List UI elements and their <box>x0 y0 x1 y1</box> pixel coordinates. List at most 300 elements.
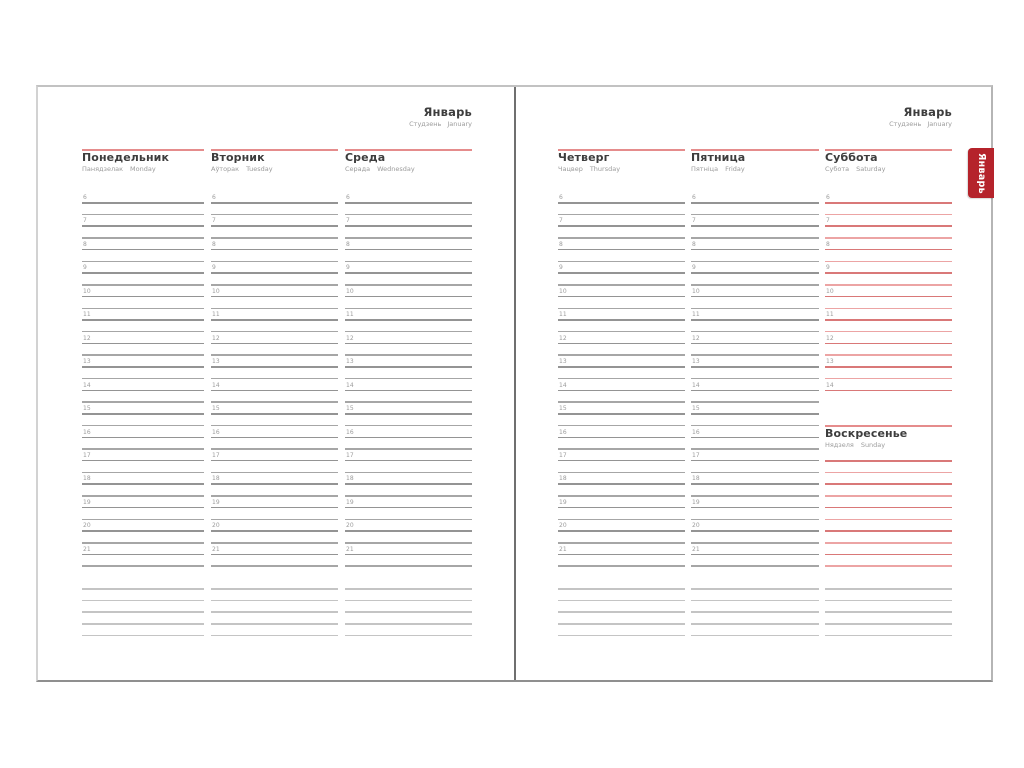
hour-line <box>211 366 338 368</box>
hour-line <box>82 507 204 509</box>
hour-line <box>211 296 338 298</box>
note-line <box>82 588 204 590</box>
half-hour-line <box>345 354 472 356</box>
hour-line <box>211 413 338 415</box>
hour-line <box>211 319 338 321</box>
hour-line <box>825 390 952 392</box>
half-hour-line <box>558 565 685 567</box>
note-line <box>345 600 472 602</box>
half-hour-line <box>345 472 472 474</box>
hour-line <box>691 249 819 251</box>
month-subtitle-by: Студзень <box>889 120 922 128</box>
hour-line <box>345 319 472 321</box>
hour-label: 8 <box>212 240 216 248</box>
hour-line <box>691 272 819 274</box>
hour-label: 20 <box>692 522 700 530</box>
hour-label: 20 <box>212 522 220 530</box>
hour-label: 17 <box>559 451 567 459</box>
hour-label: 7 <box>692 217 696 225</box>
day-subtitle-en: Wednesday <box>377 165 415 173</box>
half-hour-line <box>691 284 819 286</box>
half-hour-line <box>691 495 819 497</box>
day-subtitle <box>825 441 952 449</box>
half-hour-line <box>558 519 685 521</box>
hour-label: 20 <box>83 522 91 530</box>
half-hour-line <box>691 308 819 310</box>
hour-label: 13 <box>346 358 354 366</box>
half-hour-line <box>691 237 819 239</box>
day-subtitle-by: Пятніца <box>691 165 719 173</box>
half-hour-line <box>82 331 204 333</box>
hour-line <box>691 296 819 298</box>
hour-label: 21 <box>692 545 700 553</box>
half-hour-line <box>211 448 338 450</box>
hour-label: 21 <box>212 545 220 553</box>
day-subtitle-en: Saturday <box>856 165 886 173</box>
hour-line <box>82 343 204 345</box>
hour-label: 16 <box>559 428 567 436</box>
day-subtitle <box>211 165 338 173</box>
hour-line <box>558 249 685 251</box>
half-hour-line <box>345 237 472 239</box>
hour-line <box>691 507 819 509</box>
note-line <box>558 611 685 613</box>
hour-line <box>825 225 952 227</box>
half-hour-line <box>691 519 819 521</box>
half-hour-line <box>82 448 204 450</box>
half-hour-line <box>558 448 685 450</box>
day-subtitle-en: Sunday <box>860 440 886 449</box>
hour-label: 14 <box>559 381 567 389</box>
note-line <box>825 635 952 637</box>
half-hour-line <box>691 378 819 380</box>
hour-line <box>691 202 819 204</box>
half-hour-line <box>345 378 472 380</box>
hour-label: 6 <box>826 194 830 201</box>
half-hour-line <box>82 472 204 474</box>
note-line <box>345 588 472 590</box>
half-hour-line <box>825 261 952 263</box>
hour-line <box>211 437 338 439</box>
hour-line <box>825 202 952 204</box>
half-hour-line <box>211 284 338 286</box>
half-hour-line <box>82 261 204 263</box>
day-subtitle-by: Аўторак <box>211 165 240 173</box>
hour-label: 13 <box>83 358 91 366</box>
hour-label: 10 <box>692 287 700 295</box>
day-column-6 <box>825 87 952 684</box>
day-subtitle-by: Субота <box>825 165 850 173</box>
day-subtitle-by: Панядзелак <box>82 165 124 173</box>
hour-label: 15 <box>692 405 700 413</box>
half-hour-line <box>558 472 685 474</box>
note-line <box>82 623 204 625</box>
hour-line <box>558 507 685 509</box>
hour-label: 17 <box>212 451 220 459</box>
hour-line <box>691 554 819 556</box>
note-line <box>558 600 685 602</box>
note-line <box>211 588 338 590</box>
note-line <box>345 635 472 637</box>
half-hour-line <box>345 284 472 286</box>
half-hour-line <box>558 214 685 216</box>
hour-label: 15 <box>212 405 220 413</box>
day-column-3 <box>345 87 472 684</box>
hour-label: 11 <box>826 311 834 319</box>
hour-label: 11 <box>212 311 220 319</box>
half-hour-line <box>345 308 472 310</box>
half-hour-line <box>82 354 204 356</box>
hour-label: 16 <box>692 428 700 436</box>
half-hour-line <box>82 542 204 544</box>
hour-line <box>211 460 338 462</box>
half-hour-line <box>345 519 472 521</box>
note-line <box>558 623 685 625</box>
half-hour-line <box>82 565 204 567</box>
hour-label: 9 <box>692 264 696 272</box>
half-hour-line <box>345 214 472 216</box>
hour-label: 19 <box>559 498 567 506</box>
hour-line <box>825 366 952 368</box>
hour-label: 12 <box>559 334 567 342</box>
half-hour-line <box>211 401 338 403</box>
half-hour-line <box>211 472 338 474</box>
half-hour-line <box>558 331 685 333</box>
hour-label: 12 <box>346 334 354 342</box>
day-subtitle-en: Friday <box>725 165 745 173</box>
day-subtitle-en: Thursday <box>589 165 621 173</box>
half-hour-line <box>211 261 338 263</box>
day-title: Суббота <box>825 150 878 164</box>
half-hour-line <box>558 261 685 263</box>
hour-line <box>825 272 952 274</box>
half-hour-line <box>211 237 338 239</box>
hour-label: 10 <box>346 287 354 295</box>
sunday-line <box>825 483 952 485</box>
month-title: Январь <box>423 105 472 119</box>
hour-label: 15 <box>346 405 354 413</box>
hour-label: 8 <box>83 240 87 248</box>
half-hour-line <box>82 284 204 286</box>
hour-label: 20 <box>559 522 567 530</box>
planner-spread <box>36 85 993 682</box>
hour-label: 15 <box>559 405 567 413</box>
hour-label: 18 <box>692 475 700 483</box>
half-hour-line <box>345 401 472 403</box>
hour-line <box>558 530 685 532</box>
note-line <box>558 635 685 637</box>
hour-line <box>691 225 819 227</box>
sunday-line <box>825 460 952 462</box>
hour-line <box>558 390 685 392</box>
hour-label: 7 <box>559 217 563 225</box>
hour-line <box>558 202 685 204</box>
half-hour-line <box>558 378 685 380</box>
hour-label: 6 <box>212 194 216 201</box>
hour-label: 6 <box>346 194 350 201</box>
hour-label: 11 <box>559 311 567 319</box>
hour-label: 9 <box>346 264 350 272</box>
hour-line <box>558 225 685 227</box>
hour-line <box>345 483 472 485</box>
sunday-line <box>825 565 952 567</box>
day-subtitle-by: Чацвер <box>558 165 583 173</box>
hour-line <box>82 249 204 251</box>
half-hour-line <box>691 261 819 263</box>
day-subtitle-en: Monday <box>130 165 156 173</box>
hour-line <box>558 296 685 298</box>
hour-line <box>211 202 338 204</box>
hour-line <box>345 390 472 392</box>
hour-label: 12 <box>826 334 834 342</box>
hour-line <box>558 554 685 556</box>
half-hour-line <box>82 519 204 521</box>
hour-label: 8 <box>346 240 350 248</box>
hour-label: 18 <box>346 475 354 483</box>
note-line <box>691 611 819 613</box>
day-title: Понедельник <box>82 150 170 164</box>
sunday-line <box>825 495 952 497</box>
day-title: Четверг <box>558 150 610 164</box>
half-hour-line <box>558 284 685 286</box>
hour-label: 17 <box>346 451 354 459</box>
day-subtitle-by: Серада <box>345 165 371 173</box>
note-line <box>211 611 338 613</box>
hour-line <box>211 554 338 556</box>
day-title: Воскресенье <box>825 426 908 440</box>
hour-line <box>82 483 204 485</box>
half-hour-line <box>82 378 204 380</box>
hour-line <box>82 530 204 532</box>
day-subtitle-by: Нядзеля <box>825 440 854 449</box>
month-title: Январь <box>903 105 952 119</box>
half-hour-line <box>211 495 338 497</box>
hour-label: 13 <box>212 358 220 366</box>
half-hour-line <box>82 308 204 310</box>
hour-label: 14 <box>212 381 220 389</box>
note-line <box>558 588 685 590</box>
hour-label: 14 <box>692 381 700 389</box>
half-hour-line <box>691 425 819 427</box>
hour-label: 9 <box>83 264 87 272</box>
hour-line <box>211 483 338 485</box>
hour-label: 19 <box>346 498 354 506</box>
day-subtitle <box>825 165 952 173</box>
hour-line <box>825 249 952 251</box>
half-hour-line <box>82 425 204 427</box>
hour-line <box>211 272 338 274</box>
note-line <box>825 600 952 602</box>
note-line <box>211 635 338 637</box>
day-subtitle <box>82 165 204 173</box>
note-line <box>82 635 204 637</box>
hour-label: 21 <box>83 545 91 553</box>
day-subtitle <box>558 165 685 173</box>
page-gutter-divider <box>514 87 516 680</box>
day-column-5 <box>691 87 819 684</box>
hour-line <box>825 319 952 321</box>
half-hour-line <box>558 237 685 239</box>
half-hour-line <box>82 495 204 497</box>
hour-line <box>345 202 472 204</box>
half-hour-line <box>211 519 338 521</box>
note-line <box>211 600 338 602</box>
hour-line <box>345 460 472 462</box>
hour-line <box>691 530 819 532</box>
day-subtitle <box>691 165 819 173</box>
half-hour-line <box>82 401 204 403</box>
half-hour-line <box>211 542 338 544</box>
hour-line <box>82 460 204 462</box>
day-subtitle <box>345 165 472 173</box>
hour-line <box>82 390 204 392</box>
hour-label: 12 <box>692 334 700 342</box>
hour-line <box>558 272 685 274</box>
hour-line <box>558 483 685 485</box>
hour-line <box>558 319 685 321</box>
half-hour-line <box>211 378 338 380</box>
hour-label: 19 <box>692 498 700 506</box>
half-hour-line <box>82 237 204 239</box>
half-hour-line <box>345 565 472 567</box>
hour-line <box>825 343 952 345</box>
hour-line <box>691 413 819 415</box>
note-line <box>691 600 819 602</box>
hour-line <box>211 507 338 509</box>
note-line <box>825 588 952 590</box>
hour-line <box>211 390 338 392</box>
sunday-line <box>825 507 952 509</box>
hour-line <box>558 343 685 345</box>
half-hour-line <box>211 425 338 427</box>
hour-label: 13 <box>692 358 700 366</box>
half-hour-line <box>345 448 472 450</box>
half-hour-line <box>825 354 952 356</box>
hour-label: 7 <box>826 217 830 225</box>
hour-label: 11 <box>692 311 700 319</box>
day-title: Среда <box>345 150 386 164</box>
hour-line <box>691 343 819 345</box>
hour-label: 19 <box>83 498 91 506</box>
hour-line <box>345 530 472 532</box>
hour-label: 7 <box>212 217 216 225</box>
half-hour-line <box>691 472 819 474</box>
hour-label: 10 <box>559 287 567 295</box>
hour-label: 8 <box>826 240 830 248</box>
hour-label: 12 <box>83 334 91 342</box>
half-hour-line <box>825 378 952 380</box>
hour-label: 16 <box>212 428 220 436</box>
half-hour-line <box>345 425 472 427</box>
hour-label: 21 <box>559 545 567 553</box>
half-hour-line <box>211 214 338 216</box>
hour-line <box>82 319 204 321</box>
hour-label: 21 <box>346 545 354 553</box>
half-hour-line <box>691 331 819 333</box>
hour-line <box>345 507 472 509</box>
month-subtitle-en: January <box>447 120 472 128</box>
hour-label: 8 <box>692 240 696 248</box>
hour-label: 12 <box>212 334 220 342</box>
hour-line <box>691 366 819 368</box>
sunday-line <box>825 542 952 544</box>
note-line <box>82 600 204 602</box>
half-hour-line <box>825 237 952 239</box>
hour-line <box>558 366 685 368</box>
hour-line <box>82 413 204 415</box>
half-hour-line <box>345 495 472 497</box>
hour-label: 11 <box>346 311 354 319</box>
hour-line <box>82 225 204 227</box>
note-line <box>345 611 472 613</box>
half-hour-line <box>691 565 819 567</box>
sunday-line <box>825 472 952 474</box>
hour-line <box>345 554 472 556</box>
sunday-line <box>825 519 952 521</box>
hour-label: 9 <box>212 264 216 272</box>
hour-label: 7 <box>83 217 87 225</box>
hour-label: 14 <box>346 381 354 389</box>
hour-line <box>345 249 472 251</box>
half-hour-line <box>825 214 952 216</box>
note-line <box>691 635 819 637</box>
half-hour-line <box>825 331 952 333</box>
sunday-line <box>825 554 952 556</box>
hour-label: 11 <box>83 311 91 319</box>
day-subtitle-en: Tuesday <box>246 165 273 173</box>
hour-label: 13 <box>826 358 834 366</box>
hour-label: 19 <box>212 498 220 506</box>
hour-line <box>345 437 472 439</box>
note-line <box>825 623 952 625</box>
hour-label: 16 <box>346 428 354 436</box>
hour-label: 10 <box>83 287 91 295</box>
hour-line <box>345 343 472 345</box>
half-hour-line <box>345 261 472 263</box>
hour-line <box>558 413 685 415</box>
half-hour-line <box>558 308 685 310</box>
half-hour-line <box>211 331 338 333</box>
half-hour-line <box>558 425 685 427</box>
half-hour-line <box>558 401 685 403</box>
day-column-4 <box>558 87 685 684</box>
note-line <box>345 623 472 625</box>
hour-line <box>691 460 819 462</box>
hour-label: 18 <box>559 475 567 483</box>
half-hour-line <box>691 214 819 216</box>
hour-label: 6 <box>559 194 563 201</box>
hour-line <box>211 225 338 227</box>
note-line <box>211 623 338 625</box>
hour-label: 6 <box>83 194 87 201</box>
hour-label: 6 <box>692 194 696 201</box>
month-tab-label: Январь <box>975 152 987 194</box>
hour-label: 18 <box>83 475 91 483</box>
hour-line <box>82 554 204 556</box>
hour-line <box>82 296 204 298</box>
half-hour-line <box>558 354 685 356</box>
hour-line <box>82 437 204 439</box>
hour-label: 10 <box>212 287 220 295</box>
hour-line <box>211 343 338 345</box>
month-subtitle-by: Студзень <box>409 120 442 128</box>
note-line <box>691 623 819 625</box>
note-line <box>825 611 952 613</box>
hour-line <box>82 202 204 204</box>
half-hour-line <box>558 542 685 544</box>
hour-line <box>211 249 338 251</box>
half-hour-line <box>211 308 338 310</box>
